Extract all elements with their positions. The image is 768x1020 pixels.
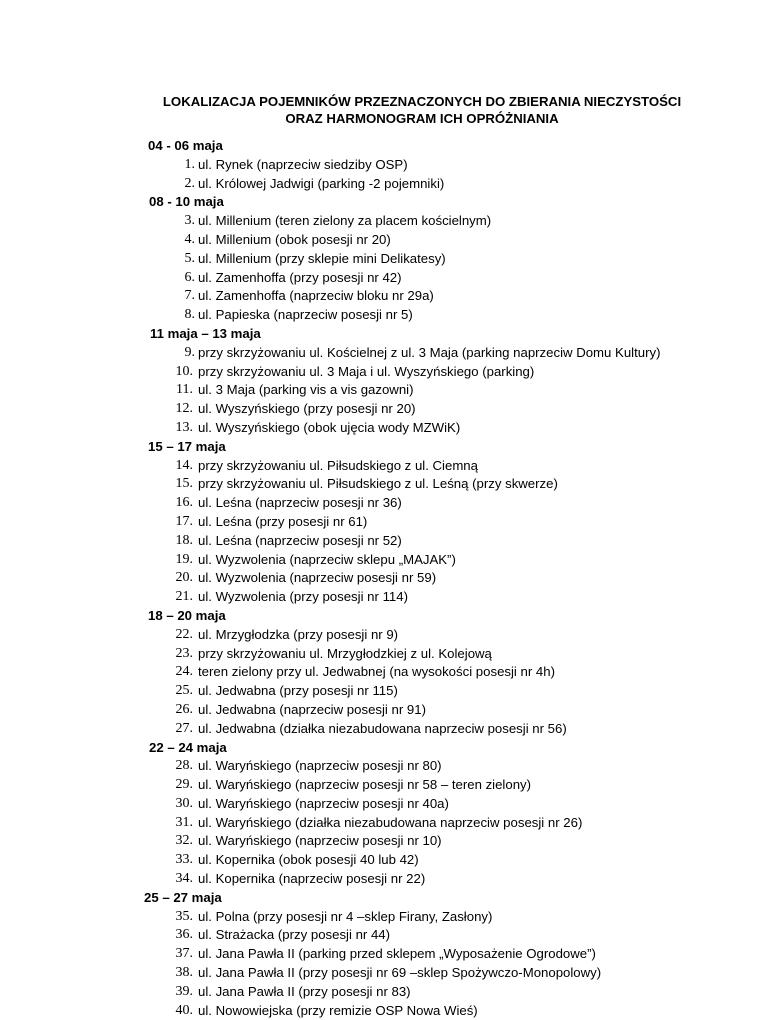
item-number: 5.: [184, 250, 195, 266]
location-text: ul. Królowej Jadwigi (parking -2 pojemniki): [198, 175, 445, 191]
location-text: ul. Waryńskiego (naprzeciw posesji nr 10): [198, 833, 442, 849]
location-text: przy skrzyżowaniu ul. Kościelnej z ul. 3 Maja (parking naprzeciw Domu Kultury): [198, 344, 661, 360]
location-item: [0, 964, 768, 983]
item-number: 23.: [175, 645, 193, 661]
item-number: 11.: [176, 382, 193, 398]
location-text: ul. Waryńskiego (działka niezabudowana naprzeciw posesji nr 26): [198, 814, 583, 830]
item-number: 30.: [175, 795, 193, 811]
date-range-heading: 04 - 06 maja: [148, 138, 223, 153]
item-number: 1.: [184, 156, 195, 172]
location-item: [0, 983, 768, 1002]
location-item: [0, 832, 768, 851]
location-text: ul. Mrzygłodzka (przy posesji nr 9): [198, 626, 399, 642]
item-number: 39.: [175, 983, 193, 999]
location-item: [0, 513, 768, 532]
date-group: [0, 607, 768, 739]
item-number: 36.: [175, 927, 193, 943]
item-number: 25.: [175, 683, 193, 699]
item-number: 26.: [175, 701, 193, 717]
location-text: ul. Nowowiejska (przy remizie OSP Nowa Wieś): [198, 1002, 478, 1018]
schedule-list: [0, 137, 768, 1020]
date-range-heading: 22 – 24 maja: [149, 739, 227, 755]
location-item: [0, 363, 768, 382]
item-number: 37.: [175, 946, 193, 962]
location-text: ul. Leśna (naprzeciw posesji nr 36): [198, 495, 402, 511]
location-text: ul. 3 Maja (parking vis a vis gazowni): [198, 382, 414, 398]
location-item: [0, 908, 768, 927]
date-group: [0, 137, 768, 193]
item-number: 7.: [184, 288, 195, 304]
item-number: 17.: [175, 513, 193, 529]
item-number: 28.: [175, 758, 193, 774]
location-item: [0, 494, 768, 513]
location-text: ul. Millenium (przy sklepie mini Delikatesy): [198, 250, 446, 266]
location-item: [0, 588, 768, 607]
location-text: ul. Kopernika (naprzeciw posesji nr 22): [198, 871, 426, 887]
location-text: ul. Leśna (przy posesji nr 61): [198, 513, 368, 529]
location-text: ul. Polna (przy posesji nr 4 –sklep Firany, Zasłony): [198, 908, 493, 924]
location-item: [0, 532, 768, 551]
location-text: ul. Wyzwolenia (naprzeciw sklepu „MAJAK”): [198, 551, 456, 567]
location-item: [0, 269, 768, 288]
location-text: ul. Waryńskiego (naprzeciw posesji nr 40a): [198, 795, 449, 811]
location-text: ul. Strażacka (przy posesji nr 44): [198, 927, 391, 943]
date-group: [0, 193, 768, 325]
location-text: ul. Wyszyńskiego (obok ujęcia wody MZWiK): [198, 419, 461, 435]
location-item: [0, 1002, 768, 1020]
location-item: [0, 306, 768, 325]
location-item: [0, 870, 768, 889]
item-number: 35.: [175, 908, 193, 924]
item-number: 40.: [175, 1002, 193, 1018]
location-item: [0, 231, 768, 250]
location-item: [0, 175, 768, 194]
item-number: 24.: [175, 664, 193, 680]
location-item: [0, 814, 768, 833]
location-item: [0, 419, 768, 438]
location-item: [0, 776, 768, 795]
location-text: przy skrzyżowaniu ul. Piłsudskiego z ul. Ciemną: [198, 457, 478, 473]
location-item: [0, 212, 768, 231]
item-number: 12.: [175, 401, 193, 417]
location-text: ul. Jedwabna (naprzeciw posesji nr 91): [198, 701, 426, 717]
location-item: [0, 795, 768, 814]
location-item: [0, 701, 768, 720]
location-text: ul. Millenium (teren zielony za placem kościelnym): [198, 213, 492, 229]
item-number: 22.: [175, 626, 193, 642]
item-number: 13.: [175, 419, 193, 435]
location-item: [0, 645, 768, 664]
title-line-2: ORAZ HARMONOGRAM ICH OPRÓŻNIANIA: [285, 111, 559, 126]
date-range-heading: 18 – 20 maja: [148, 607, 226, 623]
location-item: [0, 400, 768, 419]
location-item: [0, 720, 768, 739]
date-group: [0, 438, 768, 607]
item-number: 9.: [184, 344, 195, 360]
item-number: 10.: [175, 363, 193, 379]
item-number: 2.: [184, 175, 195, 191]
date-range-heading: 08 - 10 maja: [149, 194, 224, 210]
item-number: 6.: [184, 269, 195, 285]
location-item: [0, 663, 768, 682]
location-text: ul. Wyzwolenia (przy posesji nr 114): [198, 589, 408, 605]
date-range-heading: 15 – 17 maja: [148, 438, 226, 454]
location-item: [0, 250, 768, 269]
item-number: 20.: [175, 570, 193, 586]
item-number: 16.: [175, 495, 193, 511]
location-text: teren zielony przy ul. Jedwabnej (na wysokości posesji nr 4h): [198, 664, 555, 680]
title-line-1: LOKALIZACJA POJEMNIKÓW PRZEZNACZONYCH DO ZBIERANIA NIECZYSTOŚCI: [162, 94, 682, 109]
item-number: 34.: [175, 871, 193, 887]
location-text: ul. Zamenhoffa (naprzeciw bloku nr 29a): [198, 288, 434, 304]
item-number: 3.: [184, 213, 195, 229]
location-text: ul. Wyszyńskiego (przy posesji nr 20): [198, 401, 416, 417]
item-number: 8.: [184, 307, 195, 323]
item-number: 33.: [175, 852, 193, 868]
item-number: 19.: [175, 551, 193, 567]
date-group: [0, 739, 768, 889]
location-item: [0, 156, 768, 175]
location-text: ul. Jedwabna (przy posesji nr 115): [198, 683, 398, 699]
location-item: [0, 682, 768, 701]
location-item: [0, 287, 768, 306]
location-text: ul. Millenium (obok posesji nr 20): [198, 231, 391, 247]
location-item: [0, 344, 768, 363]
document-title: [0, 93, 768, 127]
item-number: 38.: [175, 965, 193, 981]
location-text: ul. Papieska (naprzeciw posesji nr 5): [198, 307, 413, 323]
location-text: ul. Jana Pawła II (przy posesji nr 83): [198, 983, 411, 999]
item-number: 21.: [175, 589, 193, 605]
item-number: 14.: [175, 457, 193, 473]
date-group: [0, 325, 768, 438]
item-number: 31.: [175, 814, 193, 830]
location-text: ul. Rynek (naprzeciw siedziby OSP): [198, 156, 408, 172]
location-text: przy skrzyżowaniu ul. 3 Maja i ul. Wyszyńskiego (parking): [198, 363, 535, 379]
date-group: [0, 889, 768, 1020]
location-text: ul. Waryńskiego (naprzeciw posesji nr 80): [198, 758, 442, 774]
location-text: ul. Leśna (naprzeciw posesji nr 52): [198, 532, 402, 548]
location-text: ul. Kopernika (obok posesji 40 lub 42): [198, 852, 419, 868]
date-range-heading: 11 maja – 13 maja: [150, 325, 261, 341]
item-number: 15.: [175, 476, 193, 492]
location-item: [0, 851, 768, 870]
location-item: [0, 569, 768, 588]
location-item: [0, 457, 768, 476]
location-text: ul. Zamenhoffa (przy posesji nr 42): [198, 269, 402, 285]
item-number: 27.: [175, 720, 193, 736]
location-text: ul. Jedwabna (działka niezabudowana naprzeciw posesji nr 56): [198, 720, 567, 736]
location-item: [0, 551, 768, 570]
item-number: 32.: [175, 833, 193, 849]
location-text: przy skrzyżowaniu ul. Mrzygłodzkiej z ul. Kolejową: [198, 645, 492, 661]
location-item: [0, 475, 768, 494]
location-text: ul. Wyzwolenia (naprzeciw posesji nr 59): [198, 570, 437, 586]
location-item: [0, 626, 768, 645]
location-text: przy skrzyżowaniu ul. Piłsudskiego z ul. Leśną (przy skwerze): [198, 476, 558, 492]
item-number: 29.: [175, 777, 193, 793]
location-item: [0, 926, 768, 945]
location-item: [0, 757, 768, 776]
item-number: 18.: [175, 532, 193, 548]
location-item: [0, 945, 768, 964]
location-text: ul. Waryńskiego (naprzeciw posesji nr 58 – teren zielony): [198, 777, 532, 793]
location-text: ul. Jana Pawła II (przy posesji nr 69 –sklep Spożywczo-Monopolowy): [198, 965, 602, 981]
date-range-heading: 25 – 27 maja: [144, 889, 222, 905]
location-item: [0, 381, 768, 400]
location-text: ul. Jana Pawła II (parking przed sklepem „Wyposażenie Ogrodowe”): [198, 946, 596, 962]
item-number: 4.: [184, 231, 195, 247]
